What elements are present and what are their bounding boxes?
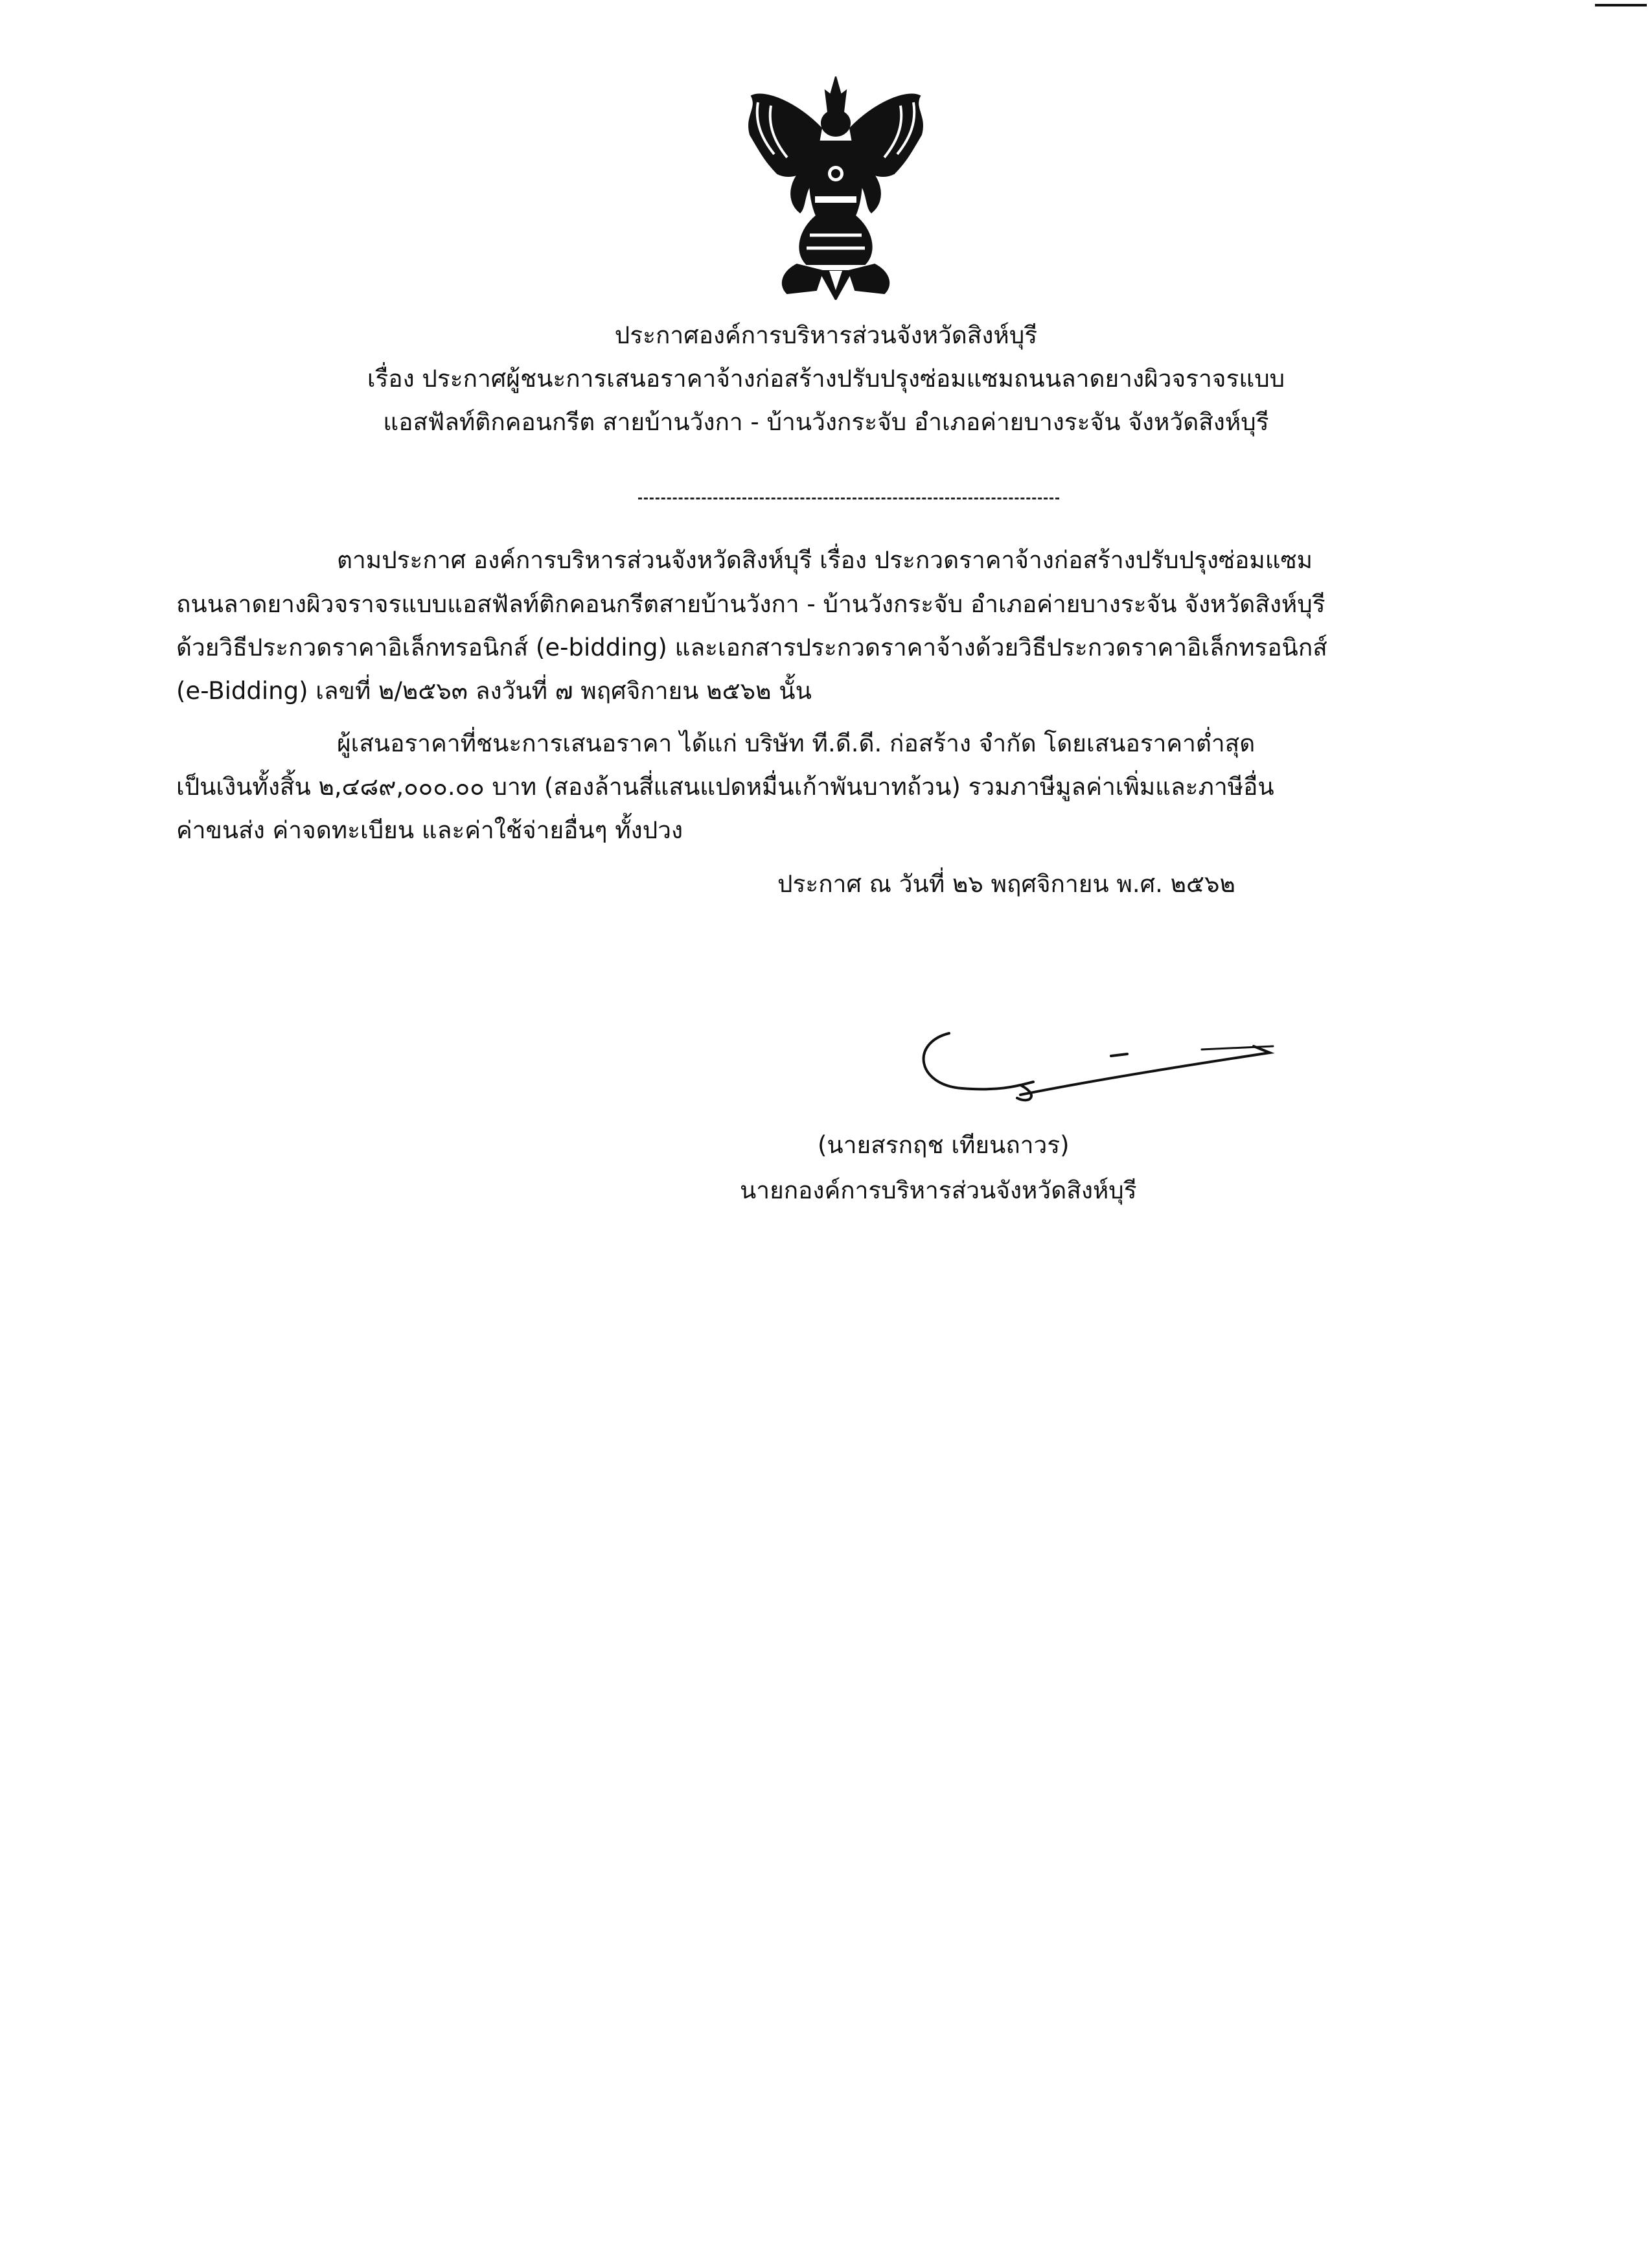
subject-line-1: เรื่อง ประกาศผู้ชนะการเสนอราคาจ้างก่อสร้างปรับปรุงซ่อมแซมถนนลาดยางผิวจราจรแบบ — [367, 365, 1285, 393]
announcement-date: ประกาศ ณ วันที่ ๒๖ พฤศจิกายน พ.ศ. ๒๕๖๒ — [777, 870, 1235, 898]
garuda-emblem — [739, 76, 933, 300]
subject-line-2: แอสฟัลท์ติกคอนกรีต สายบ้านวังกา - บ้านวังกระจับ อำเภอค่ายบางระจัน จังหวัดสิงห์บุรี — [383, 408, 1269, 436]
signatory-name: (นายสรกฤช เทียนถาวร) — [818, 1131, 1070, 1159]
paragraph2-line2: เป็นเงินทั้งสิ้น ๒,๔๘๙,๐๐๐.๐๐ บาท (สองล้านสี่แสนแปดหมื่นเก้าพันบาทถ้วน) รวมภาษีมูลค่าเพิ่มและภาษีอื่น — [176, 773, 1274, 801]
paragraph1-line3: ด้วยวิธีประกวดราคาอิเล็กทรอนิกส์ (e-bidding) และเอกสารประกวดราคาจ้างด้วยวิธีประกวดราคาอิเล็กทรอนิกส์ — [176, 634, 1327, 661]
paragraph2-line3: ค่าขนส่ง ค่าจดทะเบียน และค่าใช้จ่ายอื่นๆ ทั้งปวง — [176, 816, 683, 844]
handwritten-signature — [891, 1007, 1292, 1111]
scan-edge-mark — [1595, 4, 1647, 6]
paragraph1-line4: (e-Bidding) เลขที่ ๒/๒๕๖๓ ลงวันที่ ๗ พฤศจิกายน ๒๕๖๒ นั้น — [176, 677, 812, 705]
section-divider — [638, 498, 1059, 499]
announcement-title: ประกาศองค์การบริหารส่วนจังหวัดสิงห์บุรี — [614, 321, 1038, 349]
paragraph1-line2: ถนนลาดยางผิวจราจรแบบแอสฟัลท์ติกคอนกรีตสายบ้านวังกา - บ้านวังกระจับ อำเภอค่ายบางระจัน จังหวัดสิงห์บุรี — [176, 590, 1325, 618]
signatory-position: นายกองค์การบริหารส่วนจังหวัดสิงห์บุรี — [740, 1176, 1137, 1204]
paragraph2-line1: ผู้เสนอราคาที่ชนะการเสนอราคา ได้แก่ บริษัท ที.ดี.ดี. ก่อสร้าง จำกัด โดยเสนอราคาต่ำสุด — [337, 729, 1256, 757]
paragraph1-line1: ตามประกาศ องค์การบริหารส่วนจังหวัดสิงห์บุรี เรื่อง ประกวดราคาจ้างก่อสร้างปรับปรุงซ่อมแซม — [337, 546, 1313, 574]
